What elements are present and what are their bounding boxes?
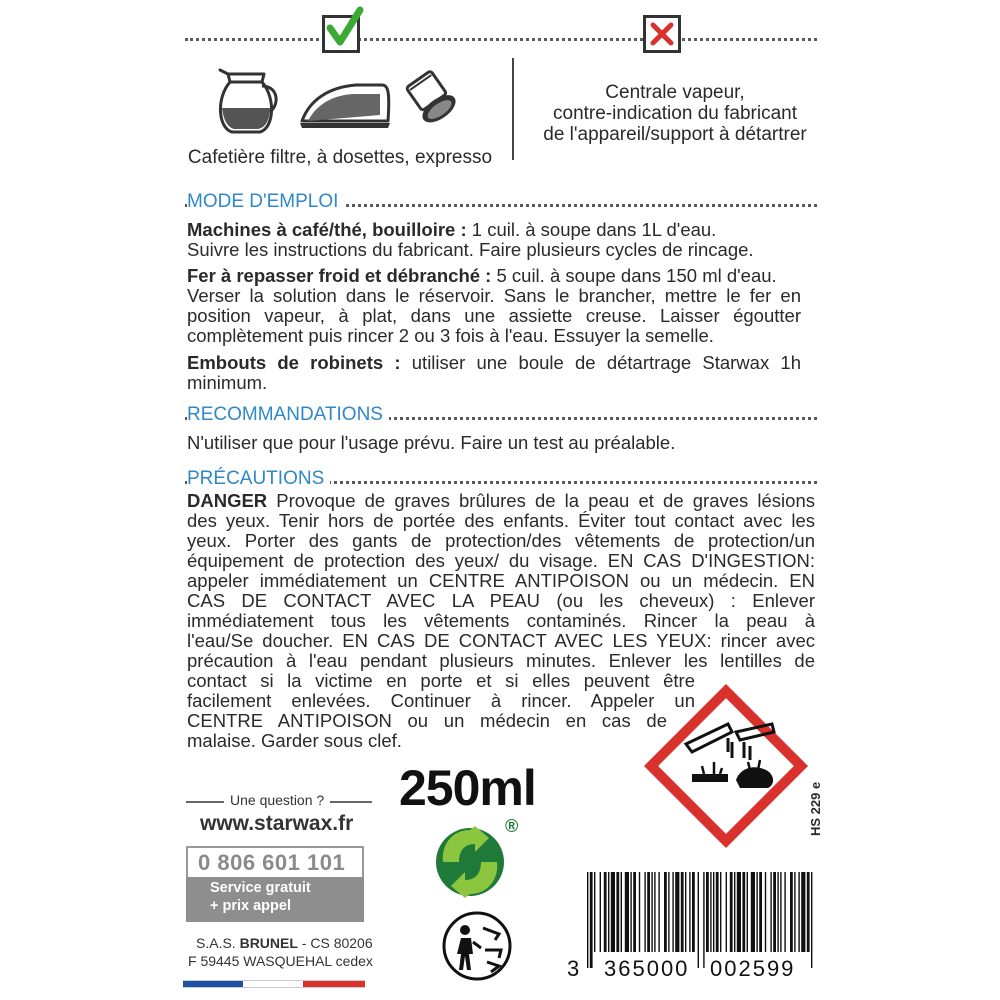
barcode-bar: [651, 872, 652, 952]
mode-p2-line-1: Verser la solution dans le réservoir. Sans le brancher, mettre le fer en: [187, 285, 801, 306]
prec-line-7: immédiatement tous les vêtements contaminés. Rincer la peau à: [187, 610, 815, 631]
barcode-bar: [798, 872, 799, 952]
mode-p3-rest: utiliser une boule de détartrage Starwax 1h: [400, 352, 802, 373]
barcode-bar: [608, 872, 609, 952]
barcode-bar: [630, 872, 631, 952]
barcode-bar: [611, 872, 615, 952]
barcode-bar: [706, 872, 709, 952]
barcode-bar: [784, 872, 785, 952]
barcode-bar: [672, 872, 673, 952]
service-free-line: Service gratuit: [210, 880, 311, 896]
barcode-bar: [639, 872, 640, 952]
precautions-text: [187, 491, 815, 671]
company-prefix: S.A.S.: [196, 935, 240, 951]
mode-p1-line2: Suivre les instructions du fabricant. Faire plusieurs cycles de rincage.: [187, 239, 754, 260]
compat-separator: [512, 58, 514, 160]
address-line: F 59445 WASQUEHAL cedex: [188, 953, 373, 969]
corrosive-hazard-icon: [636, 676, 816, 856]
barcode-bar: [742, 872, 745, 952]
prec-line-10: contact si la victime en porte et si elles peuvent être: [187, 670, 695, 691]
incompatible-line-1: Centrale vapeur,: [605, 82, 745, 103]
barcode-bar: [692, 872, 695, 952]
barcode-digit-1: 3: [567, 956, 580, 981]
iron-icon: [296, 75, 394, 130]
incompatible-line-3: de l'appareil/support à détartrer: [543, 124, 807, 145]
barcode-bar: [807, 872, 810, 952]
barcode-bar: [730, 872, 733, 952]
barcode-bar: [811, 872, 812, 968]
barcode-bar: [773, 872, 776, 952]
barcode-bar: [675, 872, 679, 952]
french-flag-icon: [183, 980, 365, 988]
prec-line-8: l'eau/Se doucher. EN CAS DE CONTACT AVEC LES YEUX: rincer avec: [187, 630, 815, 651]
barcode-bar: [647, 872, 650, 952]
website-text[interactable]: www.starwax.fr: [200, 812, 354, 835]
mode-p2-bold: Fer à repasser froid et débranché :: [187, 265, 492, 286]
barcode-bar: [777, 872, 778, 952]
barcode-bar: [594, 872, 595, 952]
company-name: BRUNEL: [239, 935, 298, 951]
mode-p2-line-3: complètement puis rincer 2 ou 3 fois à l'eau. Essuyer la semelle.: [187, 325, 714, 346]
barcode-bar: [794, 872, 795, 952]
barcode-bar: [726, 872, 727, 952]
barcode-bar: [734, 872, 735, 952]
triman-icon: [441, 910, 513, 982]
faucet-aerator-icon: [402, 70, 468, 136]
green-dot-icon: [433, 824, 511, 898]
barcode-bar: [668, 872, 669, 952]
barcode-bar: [685, 872, 686, 952]
barcode-bar: [713, 872, 714, 952]
barcode-bar: [720, 872, 721, 952]
barcode-bar: [770, 872, 771, 952]
danger-label: DANGER: [187, 490, 268, 511]
barcode-bar: [604, 872, 607, 952]
barcode-bar: [689, 872, 690, 952]
barcode-bar: [664, 872, 667, 952]
cross-icon: [643, 15, 681, 53]
barcode-bar: [658, 872, 659, 952]
mode-paragraph-1: [187, 220, 792, 260]
mode-p2-rest: 5 cuil. à soupe dans 150 ml d'eau.: [491, 265, 777, 286]
prec-line-9: précaution à l'eau pendant plusieurs minutes. Enlever les lentilles de: [187, 650, 815, 671]
prec-line-6: CAS DE CONTACT AVEC LA PEAU (ou les cheveux) : Enlever: [187, 590, 815, 611]
barcode-bar: [756, 872, 757, 952]
mode-p2-line-2: position vapeur, à plat, dans une assiette creuse. Laisser égoutter: [187, 305, 801, 326]
registered-mark: ®: [505, 816, 519, 836]
mode-paragraph-3: [187, 353, 801, 393]
mode-p3-bold: Embouts de robinets :: [187, 352, 401, 373]
barcode-bar: [765, 872, 766, 952]
volume-label: 250ml: [399, 760, 536, 816]
mode-p1-rest: 1 cuil. à soupe dans 1L d'eau.: [466, 219, 717, 240]
barcode-bar: [780, 872, 781, 952]
barcode-bar: [759, 872, 762, 952]
barcode-bar: [710, 872, 711, 952]
precautions-text-short: [187, 671, 695, 751]
prec-line-2: des yeux. Tenir hors de portée des enfants. Éviter tout contact avec les: [187, 510, 815, 531]
barcode-bar: [625, 872, 629, 952]
prec-line-3: yeux. Porter des gants de protection/des vêtements de protection/un: [187, 530, 815, 551]
barcode-bar: [801, 872, 805, 952]
prec-line-1: Provoque de graves brûlures de la peau et de graves lésions: [267, 490, 815, 511]
coffee-pot-icon: [212, 68, 284, 138]
mode-paragraph-2: [187, 266, 801, 346]
incompatible-line-2: contre-indication du fabricant: [553, 103, 797, 124]
mode-p3-line2: minimum.: [187, 372, 268, 393]
barcode-bar: [703, 872, 704, 968]
service-price-line: + prix appel: [210, 898, 291, 914]
mode-title: MODE D'EMPLOI: [187, 191, 344, 213]
top-dotted-line: [185, 38, 817, 41]
barcode-bar: [600, 872, 601, 952]
prec-line-11: facilement enlevées. Continuer à rincer. Appeler un: [187, 690, 695, 711]
prec-title: PRÉCAUTIONS: [187, 468, 330, 490]
barcode-bar: [587, 872, 588, 968]
prec-line-4: équipement de protection des yeux/ du visage. EN CAS D'INGESTION:: [187, 550, 815, 571]
barcode-bar: [737, 872, 741, 952]
prec-line-12: CENTRE ANTIPOISON ou un médecin en cas de: [187, 710, 667, 731]
barcode-bar: [590, 872, 593, 968]
phone-number[interactable]: 0 806 601 101: [198, 850, 346, 875]
reco-text: N'utiliser que pour l'usage prévu. Faire un test au préalable.: [187, 432, 676, 453]
barcode-bar: [616, 872, 619, 952]
prec-line-5: appeler immédiatement un CENTRE ANTIPOISON ou un médecin. EN: [187, 570, 815, 591]
reco-title: RECOMMANDATIONS: [187, 404, 389, 426]
company-line: [196, 935, 373, 951]
barcode-bar: [633, 872, 636, 952]
barcode-bar: [644, 872, 645, 952]
barcode-bar: [747, 872, 748, 952]
barcode-bar: [698, 872, 699, 968]
barcode-bar: [681, 872, 684, 952]
company-suffix: - CS 80206: [297, 935, 373, 951]
barcode-bar: [621, 872, 622, 952]
hs-code: HS 229 e: [808, 781, 823, 836]
mode-p1-bold: Machines à café/thé, bouilloire :: [187, 219, 467, 240]
barcode-bar: [716, 872, 719, 952]
barcode-group-2: 002599: [710, 956, 796, 981]
question-label: Une question ?: [224, 792, 330, 808]
check-icon: [320, 4, 368, 52]
barcode: [585, 872, 817, 968]
barcode-group-1: 365000: [604, 956, 690, 981]
barcode-bar: [751, 872, 755, 952]
barcode-bar: [654, 872, 655, 952]
barcode-bar: [790, 872, 793, 952]
compatible-devices-text: Cafetière filtre, à dosettes, expresso: [187, 147, 493, 168]
prec-line-13: malaise. Garder sous clef.: [187, 730, 402, 751]
